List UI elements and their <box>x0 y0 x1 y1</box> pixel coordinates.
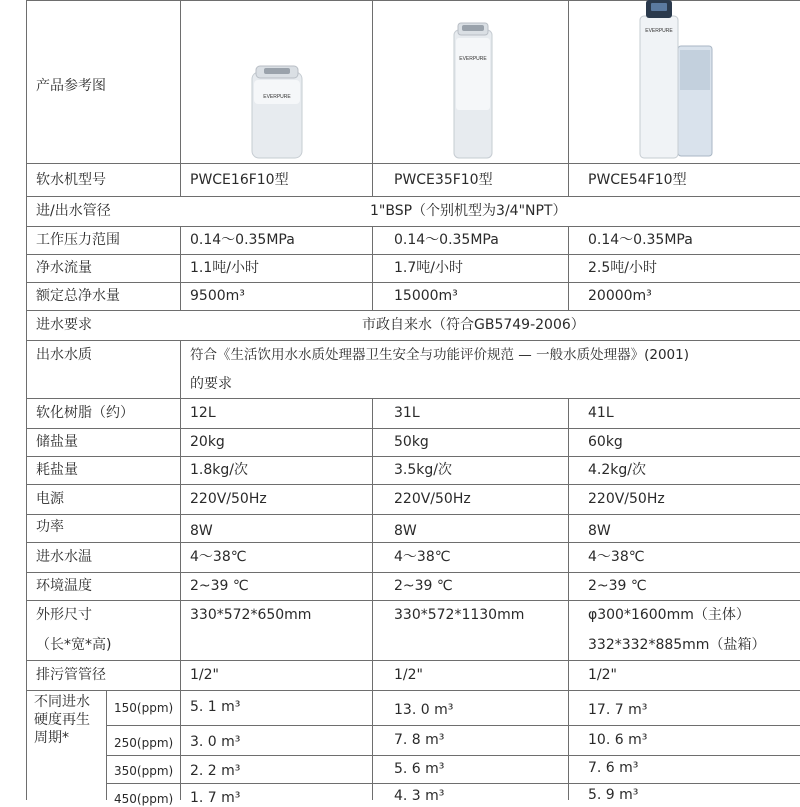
label-power-source: 电源 <box>36 491 64 507</box>
cell-drain: 1/2" <box>190 667 219 683</box>
cell-resin: 31L <box>394 405 420 421</box>
row-divider <box>26 514 800 515</box>
hardness-level: 350(ppm) <box>114 764 174 778</box>
cell-env-temp: 2~39 ℃ <box>588 578 647 594</box>
cell-power: 8W <box>588 523 611 539</box>
product-image-pwce16f10 <box>246 64 308 160</box>
label-power: 功率 <box>36 519 64 535</box>
row-divider <box>26 484 800 485</box>
cell-resin: 41L <box>588 405 614 421</box>
cell-size: φ300*1600mm（主体） <box>588 607 750 623</box>
cell-cycle: 7. 6 m³ <box>588 760 639 776</box>
label-cycle: 周期* <box>34 730 69 746</box>
col-divider <box>180 340 181 800</box>
cell-power: 8W <box>190 523 213 539</box>
row-divider <box>26 660 800 661</box>
label-drain: 排污管管径 <box>36 667 106 683</box>
label-water-temp: 进水水温 <box>36 549 92 565</box>
cell-water-temp: 4～38℃ <box>588 549 645 565</box>
col-divider <box>106 690 107 800</box>
cell-pressure: 0.14～0.35MPa <box>394 232 499 248</box>
col-divider <box>568 0 569 196</box>
cell-env-temp: 2~39 ℃ <box>394 578 453 594</box>
brand-logo: EVERPURE <box>263 94 291 100</box>
cell-power-source: 220V/50Hz <box>588 491 665 507</box>
label-cycle: 硬度再生 <box>34 712 90 728</box>
cell-power-source: 220V/50Hz <box>394 491 471 507</box>
label-total: 额定总净水量 <box>36 288 120 304</box>
cell-cycle: 10. 6 m³ <box>588 732 648 748</box>
hardness-level: 450(ppm) <box>114 792 174 806</box>
col-divider <box>180 226 181 310</box>
cell-salt-store: 60kg <box>588 434 623 450</box>
row-divider <box>26 310 800 311</box>
cell-salt-use: 4.2kg/次 <box>588 462 646 478</box>
col-divider <box>568 398 569 800</box>
label-salt-store: 储盐量 <box>36 434 78 450</box>
cell-cycle: 5. 1 m³ <box>190 699 241 715</box>
label-cycle: 不同进水 <box>34 694 90 710</box>
cell-env-temp: 2~39 ℃ <box>190 578 249 594</box>
label-flow: 净水流量 <box>36 260 92 276</box>
cell-flow: 1.7吨/小时 <box>394 260 463 276</box>
row-divider <box>26 254 800 255</box>
cell-salt-use: 1.8kg/次 <box>190 462 248 478</box>
label-pressure: 工作压力范围 <box>36 232 120 248</box>
cell-cycle: 2. 2 m³ <box>190 763 241 779</box>
cell-cycle: 17. 7 m³ <box>588 702 648 718</box>
label-env-temp: 环境温度 <box>36 578 92 594</box>
label-size-unit: （长*宽*高) <box>36 637 112 653</box>
col-divider <box>372 0 373 196</box>
brand-logo: EVERPURE <box>645 28 673 34</box>
col-divider <box>180 0 181 196</box>
row-divider <box>26 690 800 691</box>
product-image-pwce54f10 <box>634 0 716 160</box>
row-divider <box>26 163 800 164</box>
row-divider <box>26 542 800 543</box>
hardness-level: 150(ppm) <box>114 701 174 715</box>
label-size: 外形尺寸 <box>36 607 92 623</box>
col-divider <box>372 398 373 800</box>
label-resin: 软化树脂（约） <box>36 405 134 421</box>
shared-outlet-quality: 的要求 <box>190 376 232 392</box>
row-divider <box>26 428 800 429</box>
cell-cycle: 5. 9 m³ <box>588 787 639 803</box>
row-divider <box>26 456 800 457</box>
row-divider <box>26 572 800 573</box>
label-inlet-req: 进水要求 <box>36 317 92 333</box>
row-divider <box>106 755 800 756</box>
brand-logo: EVERPURE <box>459 56 487 62</box>
row-divider <box>106 725 800 726</box>
label-outlet-quality: 出水水质 <box>36 347 92 363</box>
cell-cycle: 5. 6 m³ <box>394 761 445 777</box>
cell-water-temp: 4～38℃ <box>190 549 247 565</box>
cell-total: 20000m³ <box>588 288 652 304</box>
hardness-level: 250(ppm) <box>114 736 174 750</box>
cell-flow: 2.5吨/小时 <box>588 260 657 276</box>
table-border-left <box>26 0 27 800</box>
shared-inlet-req: 市政自来水（符合GB5749-2006） <box>362 317 585 333</box>
cell-pressure: 0.14～0.35MPa <box>588 232 693 248</box>
cell-power-source: 220V/50Hz <box>190 491 267 507</box>
cell-flow: 1.1吨/小时 <box>190 260 259 276</box>
row-divider <box>26 398 800 399</box>
product-image-pwce35f10 <box>450 20 496 160</box>
row-divider <box>26 196 800 197</box>
cell-cycle: 7. 8 m³ <box>394 732 445 748</box>
cell-salt-use: 3.5kg/次 <box>394 462 452 478</box>
label-product-image: 产品参考图 <box>36 78 106 94</box>
cell-size: 330*572*650mm <box>190 607 312 623</box>
row-divider <box>26 600 800 601</box>
cell-resin: 12L <box>190 405 216 421</box>
row-divider <box>26 340 800 341</box>
cell-drain: 1/2" <box>394 667 423 683</box>
cell-cycle: 1. 7 m³ <box>190 790 241 806</box>
shared-outlet-quality: 符合《生活饮用水水质处理器卫生安全与功能评价规范 — 一般水质处理器》(2001) <box>190 347 689 363</box>
cell-model: PWCE16F10型 <box>190 172 289 188</box>
cell-water-temp: 4～38℃ <box>394 549 451 565</box>
cell-cycle: 13. 0 m³ <box>394 702 454 718</box>
col-divider <box>568 226 569 310</box>
label-salt-use: 耗盐量 <box>36 462 78 478</box>
cell-total: 15000m³ <box>394 288 458 304</box>
row-divider <box>26 226 800 227</box>
label-model: 软水机型号 <box>36 172 106 188</box>
cell-size-secondary: 332*332*885mm（盐箱） <box>588 637 766 653</box>
cell-model: PWCE35F10型 <box>394 172 493 188</box>
cell-pressure: 0.14～0.35MPa <box>190 232 295 248</box>
row-divider <box>26 282 800 283</box>
cell-cycle: 4. 3 m³ <box>394 788 445 804</box>
cell-salt-store: 50kg <box>394 434 429 450</box>
col-divider <box>372 226 373 310</box>
row-divider <box>106 783 800 784</box>
shared-pipe: 1"BSP（个别机型为3/4"NPT） <box>370 203 567 219</box>
cell-cycle: 3. 0 m³ <box>190 734 241 750</box>
cell-drain: 1/2" <box>588 667 617 683</box>
label-pipe: 进/出水管径 <box>36 203 111 219</box>
cell-power: 8W <box>394 523 417 539</box>
cell-salt-store: 20kg <box>190 434 225 450</box>
cell-size: 330*572*1130mm <box>394 607 525 623</box>
cell-model: PWCE54F10型 <box>588 172 687 188</box>
cell-total: 9500m³ <box>190 288 245 304</box>
